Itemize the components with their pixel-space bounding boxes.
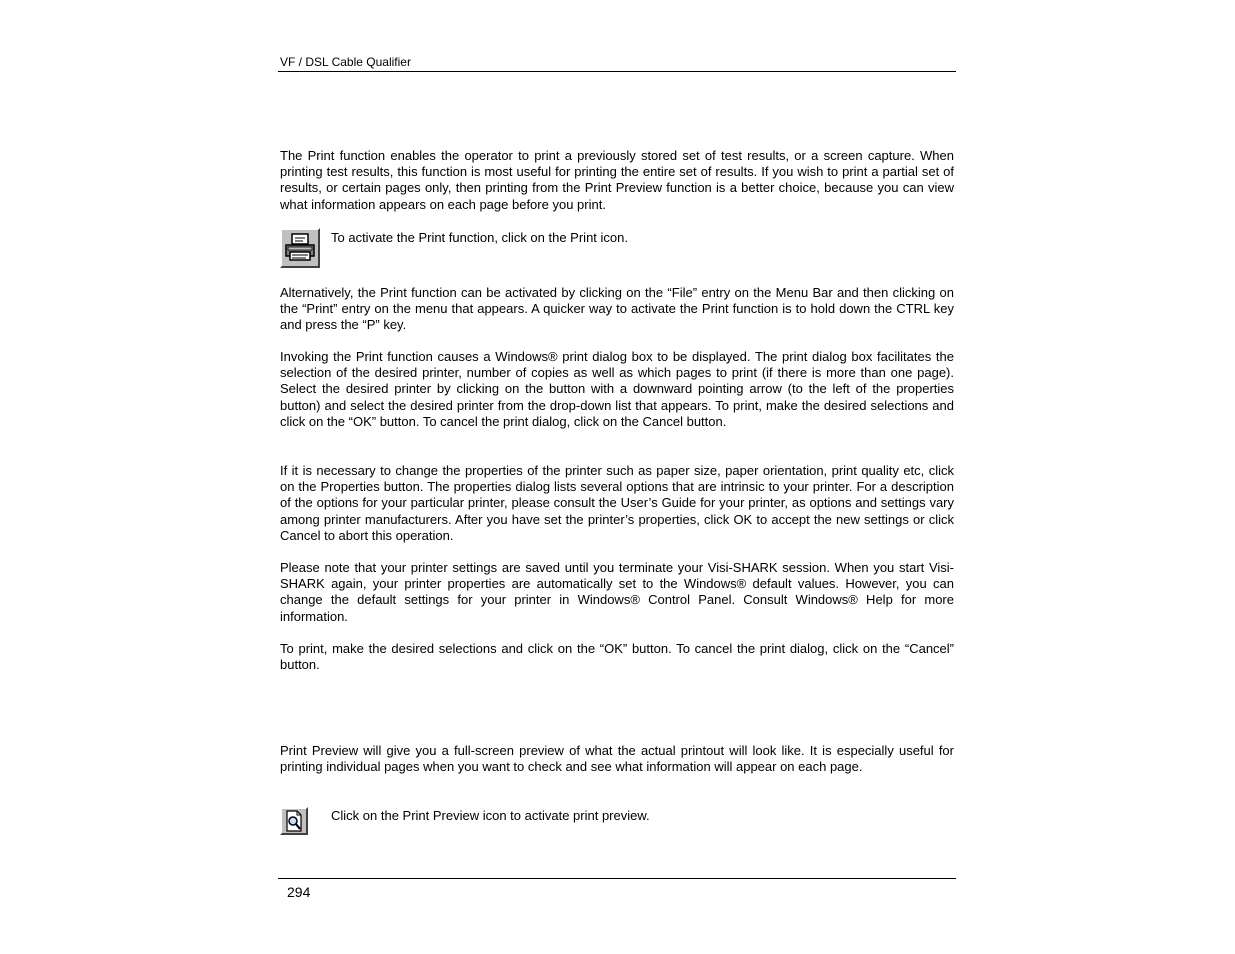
- print-intro-paragraph: The Print function enables the operator to print a previously stored set of test results, or a screen capture. When printing test results, this function is most useful for printing the entire set of results. If you wish to print a partial set of results, or certain pages only, then printing from the Print Preview function is a better choice, because you can view what information appears on each page before you print.: [280, 148, 954, 212]
- printer-icon[interactable]: [280, 228, 320, 268]
- print-icon-instruction: To activate the Print function, click on the Print icon.: [331, 230, 628, 245]
- print-preview-icon[interactable]: [280, 807, 308, 835]
- header-title: VF / DSL Cable Qualifier: [280, 55, 411, 69]
- ok-cancel-paragraph: To print, make the desired selections and click on the “OK” button. To cancel the print dialog, click on the “Cancel” button.: [280, 641, 954, 673]
- print-preview-icon-instruction: Click on the Print Preview icon to activate print preview.: [331, 808, 650, 823]
- print-alternative-paragraph: Alternatively, the Print function can be activated by clicking on the “File” entry on the Menu Bar and then clicking on the “Print” entry on the menu that appears. A quicker way to activate the Print function is to hold down the CTRL key and press the “P” key.: [280, 285, 954, 333]
- page-number: 294: [287, 884, 311, 900]
- footer-rule: [278, 878, 956, 879]
- header-rule: [278, 71, 956, 72]
- printer-properties-paragraph: If it is necessary to change the properties of the printer such as paper size, paper orientation, print quality etc, click on the Properties button. The properties dialog lists several options that are intrinsic to your printer. For a description of the options for your particular printer, please consult the User’s Guide for your printer, as options and settings vary among printer manufacturers. After you have set the printer’s properties, click OK to accept the new settings or click Cancel to abort this operation.: [280, 463, 954, 543]
- print-preview-intro-paragraph: Print Preview will give you a full-screen preview of what the actual printout will look like. It is especially useful for printing individual pages when you want to check and see what information will appear on each page.: [280, 743, 954, 775]
- print-dialog-paragraph: Invoking the Print function causes a Windows® print dialog box to be displayed. The print dialog box facilitates the selection of the desired printer, number of copies as well as which pages to print (if there is more than one page). Select the desired printer by clicking on the button with a downward pointing arrow (to the left of the properties button) and select the desired printer from the drop-down list that appears. To print, make the desired selections and click on the “OK” button. To cancel the print dialog, click on the Cancel button.: [280, 349, 954, 429]
- printer-settings-note-paragraph: Please note that your printer settings are saved until you terminate your Visi-SHARK session. When you start Visi-SHARK again, your printer properties are automatically set to the Windows® default values. However, you can change the default settings for your printer in Windows® Control Panel. Consult Windows® Help for more information.: [280, 560, 954, 624]
